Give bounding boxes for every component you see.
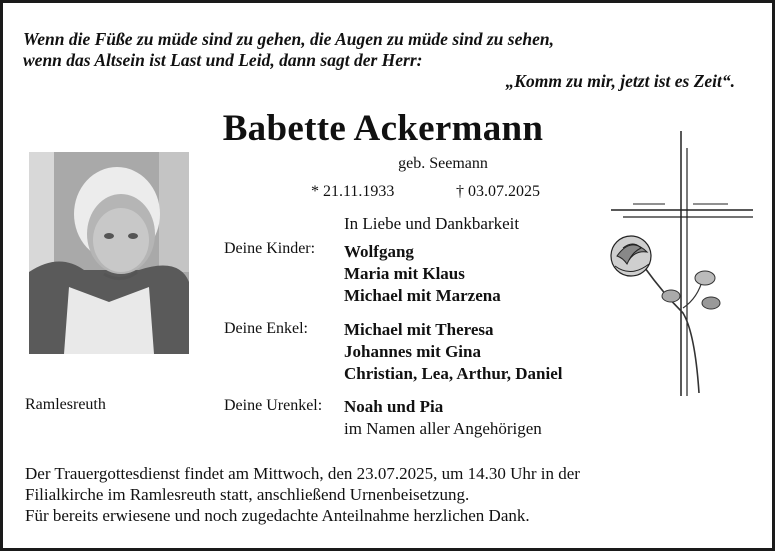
maiden-name: geb. Seemann <box>398 155 488 172</box>
birth-date: * 21.11.1933 <box>311 183 395 200</box>
portrait-photo <box>29 152 189 354</box>
great-grandchildren-label: Deine Urenkel: <box>224 397 323 414</box>
poem-line-2: wenn das Altsein ist Last und Leid, dann sagt der Herr: <box>23 50 423 70</box>
service-line-1: Der Trauergottesdienst findet am Mittwoch, den 23.07.2025, um 14.30 Uhr in der <box>25 464 580 483</box>
grandchild-name: Christian, Lea, Arthur, Daniel <box>344 364 563 383</box>
child-name: Wolfgang <box>344 242 414 261</box>
great-grandchild-name: Noah und Pia <box>344 397 444 416</box>
place-name: Ramlesreuth <box>25 396 106 413</box>
child-name: Michael mit Marzena <box>344 286 501 305</box>
dedication-text: In Liebe und Dankbarkeit <box>344 214 520 233</box>
child-name: Maria mit Klaus <box>344 264 465 283</box>
grandchild-name: Michael mit Theresa <box>344 320 494 339</box>
children-label: Deine Kinder: <box>224 240 316 257</box>
children-list <box>344 241 501 307</box>
deceased-name: Babette Ackermann <box>222 108 544 149</box>
service-notice <box>25 463 765 526</box>
grandchildren-list <box>344 319 563 385</box>
poem-quote <box>23 29 753 92</box>
death-date: † 03.07.2025 <box>456 183 540 200</box>
grandchild-name: Johannes mit Gina <box>344 342 481 361</box>
service-line-3: Für bereits erwiesene und noch zugedachte Anteilnahme herzlichen Dank. <box>25 506 530 525</box>
service-line-2: Filialkirche im Ramlesreuth statt, anschließend Urnenbeisetzung. <box>25 485 470 504</box>
portrait-illustration <box>29 152 189 354</box>
poem-line-1: Wenn die Füße zu müde sind zu gehen, die Augen zu müde sind zu sehen, <box>23 29 554 49</box>
cross-rose-icon <box>603 128 758 403</box>
poem-line-3: „Komm zu mir, jetzt ist es Zeit“. <box>505 71 735 91</box>
great-grandchildren-list <box>344 396 542 440</box>
grandchildren-label: Deine Enkel: <box>224 320 308 337</box>
family-closing: im Namen aller Angehörigen <box>344 419 542 438</box>
